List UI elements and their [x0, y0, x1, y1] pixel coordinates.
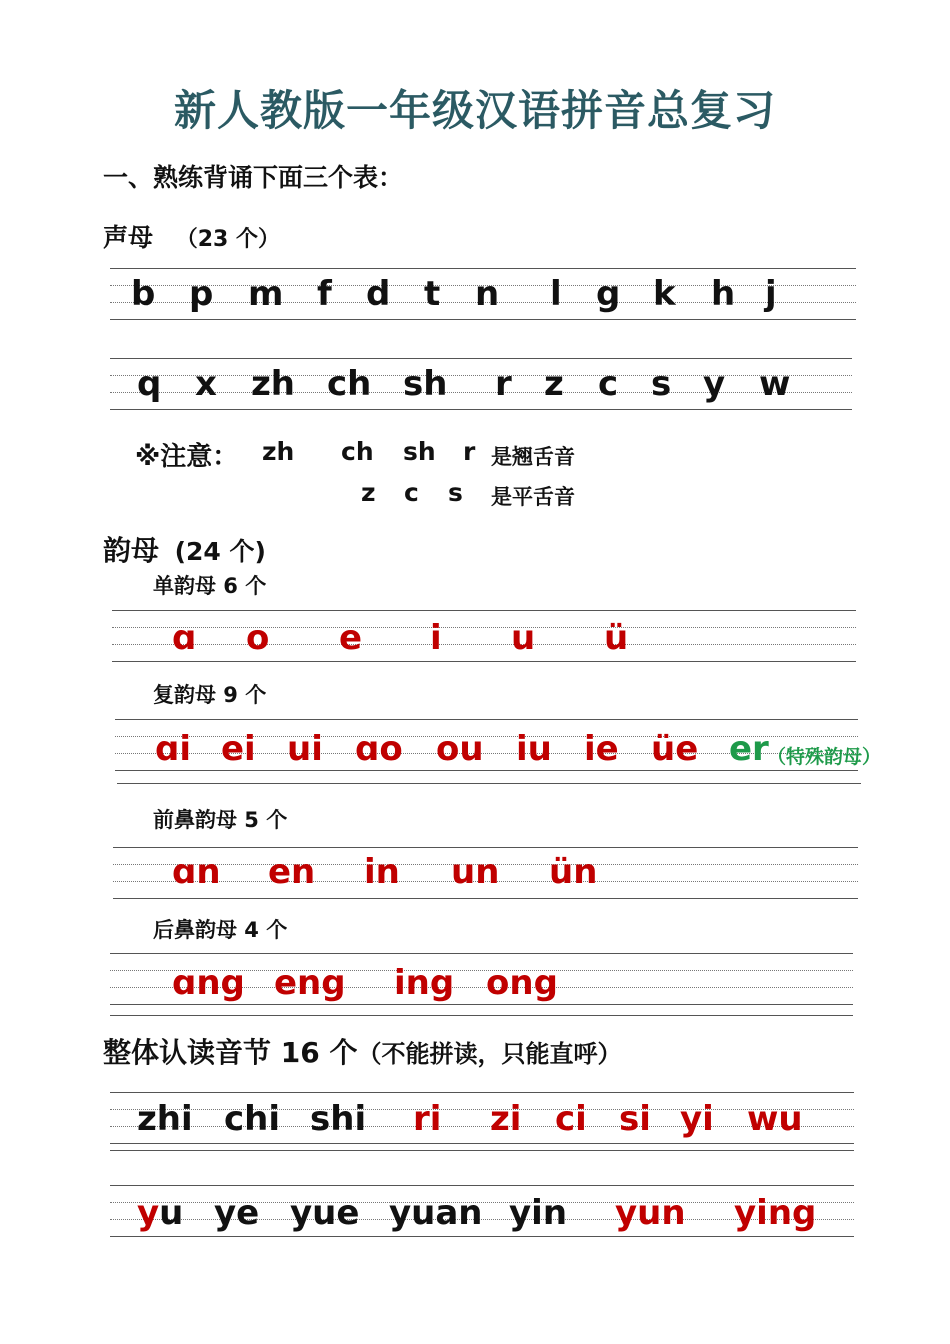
- shengmu-letter: q: [137, 364, 162, 404]
- syllables-title: 整体认读音节 16 个: [103, 1036, 358, 1069]
- note-letter: ch: [341, 437, 374, 466]
- final-letter: ou: [436, 729, 484, 769]
- final-letter: ɑn: [172, 852, 221, 892]
- syllable: wu: [747, 1099, 803, 1139]
- shengmu-letter: g: [596, 274, 621, 314]
- shengmu-letter: z: [544, 364, 564, 404]
- shengmu-letter: n: [475, 274, 500, 314]
- shengmu-letter: s: [651, 364, 672, 404]
- final-letter: ɑng: [172, 963, 245, 1003]
- final-letter: üe: [651, 729, 699, 769]
- syllable-yu: [137, 1193, 183, 1233]
- writing-grid: [112, 610, 856, 662]
- divider: [110, 1150, 854, 1151]
- syllable-yu-initial: y: [137, 1193, 160, 1233]
- shengmu-letter: y: [703, 364, 726, 404]
- shengmu-letter: ch: [327, 364, 372, 404]
- special-final-note: （特殊韵母）: [767, 746, 882, 768]
- syllable: yi: [680, 1099, 714, 1139]
- final-letter: ün: [549, 852, 598, 892]
- final-letter: un: [451, 852, 500, 892]
- front-nasal-heading: 前鼻韵母 5 个: [153, 808, 288, 832]
- shengmu-letter: x: [195, 364, 217, 404]
- shengmu-letter: p: [189, 274, 214, 314]
- shengmu-heading: [103, 218, 280, 254]
- note-letter: s: [448, 478, 463, 507]
- syllable: yuan: [389, 1193, 483, 1233]
- final-letter: eng: [274, 963, 346, 1003]
- syllable: si: [619, 1099, 651, 1139]
- syllable-yu-final: u: [159, 1193, 184, 1233]
- shengmu-letter: w: [759, 364, 791, 404]
- syllable: shi: [310, 1099, 367, 1139]
- section-heading: 一、熟练背诵下面三个表：: [103, 163, 404, 192]
- final-letter: ui: [287, 729, 323, 769]
- final-letter: en: [268, 852, 316, 892]
- syllable: ci: [555, 1099, 587, 1139]
- shengmu-letter: l: [550, 274, 562, 314]
- note-text: 是翘舌音: [491, 445, 575, 469]
- writing-grid: [110, 1092, 854, 1144]
- syllable: zi: [490, 1099, 522, 1139]
- syllable: yue: [290, 1193, 360, 1233]
- writing-grid: [110, 358, 852, 410]
- final-letter: iu: [516, 729, 552, 769]
- final-letter: ɑo: [355, 729, 403, 769]
- shengmu-letter: r: [495, 364, 512, 404]
- yunmu-title: 韵母: [103, 534, 160, 567]
- syllable: ye: [214, 1193, 260, 1233]
- shengmu-letter: c: [598, 364, 619, 404]
- shengmu-letter: m: [248, 274, 284, 314]
- note-letter: c: [404, 478, 419, 507]
- shengmu-letter: zh: [251, 364, 295, 404]
- note-label: ※注意：: [135, 442, 239, 472]
- syllable: ri: [413, 1099, 442, 1139]
- shengmu-letter: b: [131, 274, 156, 314]
- divider: [117, 783, 861, 784]
- shengmu-letter: f: [317, 274, 332, 314]
- shengmu-letter: k: [653, 274, 676, 314]
- final-letter: ie: [584, 729, 619, 769]
- final-letter: in: [364, 852, 400, 892]
- final-letter: ɑi: [155, 729, 191, 769]
- final-letter: ɑ: [172, 618, 197, 658]
- syllable: yun: [615, 1193, 686, 1233]
- single-finals-heading: 单韵母 6 个: [153, 574, 267, 598]
- syllable: yin: [509, 1193, 568, 1233]
- final-letter: e: [339, 618, 363, 658]
- syllable: zhi: [137, 1099, 193, 1139]
- shengmu-letter: d: [366, 274, 391, 314]
- syllables-heading: [103, 1031, 621, 1071]
- syllable: ying: [734, 1193, 817, 1233]
- compound-finals-heading: 复韵母 9 个: [153, 683, 267, 707]
- yunmu-count: (24 个): [174, 537, 266, 566]
- shengmu-letter: t: [424, 274, 441, 314]
- page-title: 新人教版一年级汉语拼音总复习: [173, 86, 776, 135]
- final-letter: i: [430, 618, 442, 658]
- back-nasal-heading: 后鼻韵母 4 个: [153, 918, 288, 942]
- final-letter: o: [246, 618, 270, 658]
- final-letter: ü: [604, 618, 629, 658]
- final-letter: u: [511, 618, 536, 658]
- shengmu-letter: j: [765, 274, 777, 314]
- note-letter: zh: [262, 437, 295, 466]
- shengmu-count: （23 个）: [175, 227, 281, 252]
- shengmu-letter: h: [711, 274, 736, 314]
- final-letter: ong: [486, 963, 558, 1003]
- special-final: er: [729, 729, 769, 769]
- shengmu-letter: sh: [403, 364, 448, 404]
- divider: [110, 1015, 853, 1016]
- note-text: 是平舌音: [491, 485, 575, 509]
- note-letter: z: [361, 478, 376, 507]
- yunmu-heading: [103, 529, 266, 569]
- syllables-note: （不能拼读，只能直呼）: [357, 1040, 622, 1068]
- final-letter: ing: [394, 963, 455, 1003]
- final-letter: ei: [221, 729, 256, 769]
- note-letter: r: [463, 437, 476, 466]
- syllable: chi: [224, 1099, 281, 1139]
- shengmu-title: 声母: [103, 223, 154, 252]
- note-letter: sh: [403, 437, 436, 466]
